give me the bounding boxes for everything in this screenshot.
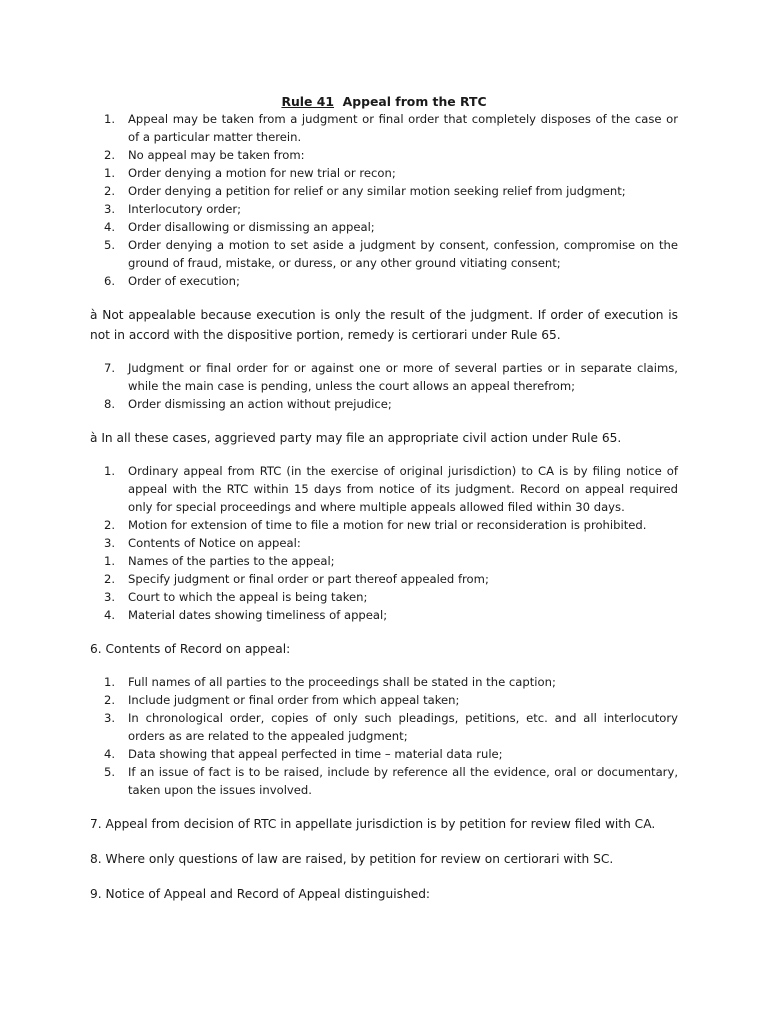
line-9: 9. Notice of Appeal and Record of Appeal distinguished: (90, 887, 431, 901)
list-item: 1. Order denying a motion for new trial or recon; (104, 166, 396, 180)
list-item: 2. Order denying a petition for relief or any similar motion seeking relief from judgment; (104, 184, 626, 198)
list-appealable (104, 110, 678, 290)
note-civil-action: à In all these cases, aggrieved party may file an appropriate civil action under Rule 65. (90, 431, 622, 445)
list-item: 5. If an issue of fact is to be raised, include by reference all the evidence, oral or documentary, taken upon the issues involved. (104, 765, 678, 797)
list-ordinary-appeal (104, 462, 678, 624)
list-item: 8. Order dismissing an action without prejudice; (104, 397, 392, 411)
list-item: 1. Full names of all parties to the proceedings shall be stated in the caption; (104, 675, 556, 689)
list-item: 2. Motion for extension of time to file a motion for new trial or reconsideration is prohibited. (104, 518, 647, 532)
list-item: 6. Order of execution; (104, 274, 240, 288)
list-item: 5. Order denying a motion to set aside a judgment by consent, confession, compromise on the ground of fraud, mistake, or duress, or any other ground vitiating consent; (104, 238, 678, 270)
list-item: 2. Specify judgment or final order or part thereof appealed from; (104, 572, 489, 586)
list-other-orders (104, 359, 678, 413)
list-item: 2. Include judgment or final order from which appeal taken; (104, 693, 460, 707)
rule-title: Appeal from the RTC (342, 94, 487, 109)
list-item: 3. Interlocutory order; (104, 202, 242, 216)
line-7: 7. Appeal from decision of RTC in appellate jurisdiction is by petition for review filed with CA. (90, 817, 656, 831)
list-item: 1. Ordinary appeal from RTC (in the exercise of original jurisdiction) to CA is by filing notice of appeal with the RTC within 15 days from notice of its judgment. Record on appeal required only for special proceedings and where multiple appeals allowed filed within 30 days. (104, 464, 678, 514)
list-item: 2. No appeal may be taken from: (104, 148, 305, 162)
list-item: 3. In chronological order, copies of only such pleadings, petitions, etc. and all interlocutory orders as are related to the appealed judgment; (104, 711, 678, 743)
line-8: 8. Where only questions of law are raised, by petition for review on certiorari with SC. (90, 852, 614, 866)
list-item: 4. Order disallowing or dismissing an appeal; (104, 220, 375, 234)
list-item: 1. Appeal may be taken from a judgment or final order that completely disposes of the case or of a particular matter therein. (104, 112, 678, 144)
note-execution: à Not appealable because execution is only the result of the judgment. If order of execution is not in accord with the dispositive portion, remedy is certiorari under Rule 65. (90, 308, 678, 342)
page-title (0, 93, 768, 111)
list-item: 4. Data showing that appeal perfected in time – material data rule; (104, 747, 503, 761)
list-item: 7. Judgment or final order for or against one or more of several parties or in separate claims, while the main case is pending, unless the court allows an appeal therefrom; (104, 361, 678, 393)
list-item: 4. Material dates showing timeliness of appeal; (104, 608, 388, 622)
list-record-contents (104, 673, 678, 799)
list-item: 1. Names of the parties to the appeal; (104, 554, 335, 568)
list-item: 3. Court to which the appeal is being taken; (104, 590, 368, 604)
rule-number: Rule 41 (281, 94, 335, 109)
list-item: 3. Contents of Notice on appeal: (104, 536, 301, 550)
heading-record-on-appeal: 6. Contents of Record on appeal: (90, 642, 291, 656)
